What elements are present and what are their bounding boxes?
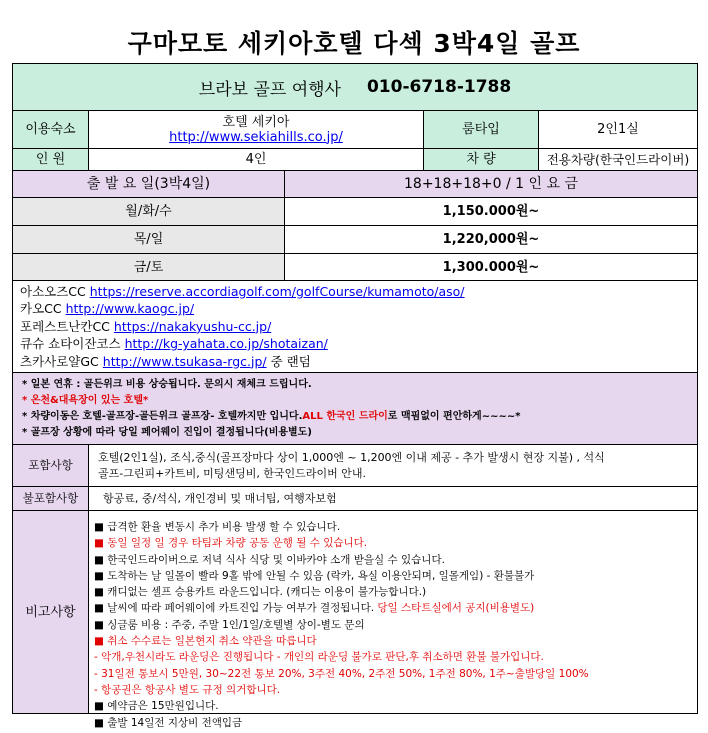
remark-line: ■ 싱글룸 비용 : 주중, 주말 1인/1일/호텔별 상이-별도 문의 <box>94 618 365 631</box>
price-value: 1,220,000원~ <box>285 226 697 253</box>
price-value: 1,300.000원~ <box>285 254 697 280</box>
room-type-label: 룸타입 <box>424 111 539 148</box>
price-row <box>13 198 697 226</box>
golf-course-item: 츠카사로얄GC http://www.tsukasa-rgc.jp/ 중 랜덤 <box>20 353 311 369</box>
per-person-rate-label: 18+18+18+0 / 1 인 요 금 <box>404 175 578 192</box>
excluded-label: 불포함사항 <box>13 487 89 510</box>
remark-line: ■ 취소 수수료는 일본현지 취소 약관을 따릅니다 <box>94 635 317 648</box>
remark-line: ■ 날씨에 따라 페어웨이에 카트진입 가능 여부가 결정됩니다. 당일 스타트실에서 공지(비용별도) <box>94 602 535 615</box>
golf-course-item: 포레스트난칸CC https://nakakyushu-cc.jp/ <box>20 318 272 334</box>
golf-course-item: 큐슈 쇼타이잔코스 http://kg-yahata.co.jp/shotaizan/ <box>20 336 328 352</box>
departure-day-label: 출 발 요 일(3박4일) <box>13 171 285 197</box>
remarks-label: 비고사항 <box>13 511 89 713</box>
lodging-label: 이용숙소 <box>13 111 89 148</box>
notice-box <box>13 373 697 445</box>
included-value: 호텔(2인1실), 조식,중식(골프장마다 상이 1,000엔 ~ 1,200엔 이내 제공 - 추가 발생시 현장 지불) , 석식 골프-그린피+카트비, 미팅샌딩비, 한국인드라이버 안내. <box>89 445 697 486</box>
price-row <box>13 226 697 254</box>
notice-line: * 골프장 상황에 따라 당일 페어웨이 진입이 결정됩니다(비용별도) <box>22 427 312 438</box>
golf-course-link[interactable]: https://reserve.accordiagolf.com/golfCourse/kumamoto/aso/ <box>89 284 465 299</box>
golf-course-link[interactable]: http://www.kaogc.jp/ <box>65 301 195 317</box>
excluded-value: 항공료, 중/석식, 개인경비 및 매너팁, 여행자보험 <box>89 487 697 510</box>
golf-course-item: 아소오즈CC https://reserve.accordiagolf.com/golfCourse/kumamoto/aso/ <box>20 284 465 299</box>
remark-line: ■ 캐디없는 셀프 승용카트 라운드입니다. (캐디는 이용이 불가능합니다.) <box>94 586 427 599</box>
remark-line: - 31일전 통보시 5만원, 30~22전 통보 20%, 3주전 40%, 2주전 50%, 1주전 80%, 1주~출발당일 100% <box>94 667 589 680</box>
room-type-value: 2인1실 <box>539 111 697 148</box>
people-value: 4인 <box>89 149 424 170</box>
price-day: 금/토 <box>13 254 285 280</box>
page-title: 구마모토 세키아호텔 다섹 3박4일 골프 <box>127 29 581 58</box>
itinerary-sheet <box>12 63 698 729</box>
people-row <box>13 149 697 171</box>
remark-line: ■ 급격한 환율 변동시 추가 비용 발생 할 수 있습니다. <box>94 521 341 533</box>
agency-name: 브라보 골프 여행사 <box>198 79 341 100</box>
price-value: 1,150.000원~ <box>285 198 697 225</box>
notice-line: * 일본 연휴 : 골든위크 비용 상승됩니다. 문의시 재체크 드립니다. <box>22 379 312 390</box>
golf-course-link[interactable]: http://www.tsukasa-rgc.jp/ <box>102 353 267 369</box>
price-day: 목/일 <box>13 226 285 253</box>
included-label: 포함사항 <box>13 445 89 486</box>
included-row <box>13 445 697 487</box>
remark-line: - 항공권은 항공사 별도 규정 의거합니다. <box>94 683 281 696</box>
price-row <box>13 254 697 281</box>
hotel-cell <box>89 111 424 148</box>
lodging-row <box>13 111 697 149</box>
excluded-row <box>13 487 697 511</box>
remark-line: ■ 도착하는 날 일몰이 빨라 9홀 밖에 안될 수 있음 (락카, 욕실 이용안되며, 일몰게임) - 환불불가 <box>94 569 535 582</box>
price-day: 월/화/수 <box>13 198 285 225</box>
remarks-body <box>89 511 697 729</box>
agency-banner <box>13 64 697 111</box>
golf-course-link[interactable]: http://kg-yahata.co.jp/shotaizan/ <box>124 336 328 352</box>
remark-line: ■ 동일 일정 일 경우 타팀과 차량 공동 운행 될 수 있습니다. <box>94 537 368 550</box>
pricing-header <box>13 171 697 198</box>
remarks-row <box>13 511 697 729</box>
remark-line: - 악개,우천시라도 라운딩은 진행됩니다 - 개인의 라운딩 불가로 판단,후 취소하면 환불 불가입니다. <box>94 651 544 664</box>
remark-line: ■ 출발 14일전 지상비 전액입금 <box>94 716 243 729</box>
golf-course-link[interactable]: https://nakakyushu-cc.jp/ <box>113 318 272 334</box>
golf-course-list <box>13 281 697 373</box>
agency-phone: 010-6718-1788 <box>366 77 512 97</box>
notice-line: * 온천&대욕장이 있는 호텔* <box>22 395 149 406</box>
remark-line: ■ 한국인드라이버으로 저녁 식사 식당 및 이바카야 소개 받을실 수 있습니다. <box>94 553 445 566</box>
remark-line: ■ 예약금은 15만원입니다. <box>94 700 219 713</box>
notice-line: * 차량이동은 호텔-골프장-골든위크 골프장- 호텔까지만 입니다.ALL 한국인 드라이로 맥핌없이 편안하게~~~~* <box>22 411 521 422</box>
people-label: 인 원 <box>13 149 89 170</box>
hotel-name: 호텔 세키아 <box>222 114 290 130</box>
hotel-link[interactable]: http://www.sekiahills.co.jp/ <box>169 129 343 145</box>
golf-course-item: 카오CC http://www.kaogc.jp/ <box>20 301 195 317</box>
vehicle-label: 차 량 <box>424 149 539 170</box>
vehicle-value: 전용차량(한국인드라이버) <box>539 149 697 170</box>
